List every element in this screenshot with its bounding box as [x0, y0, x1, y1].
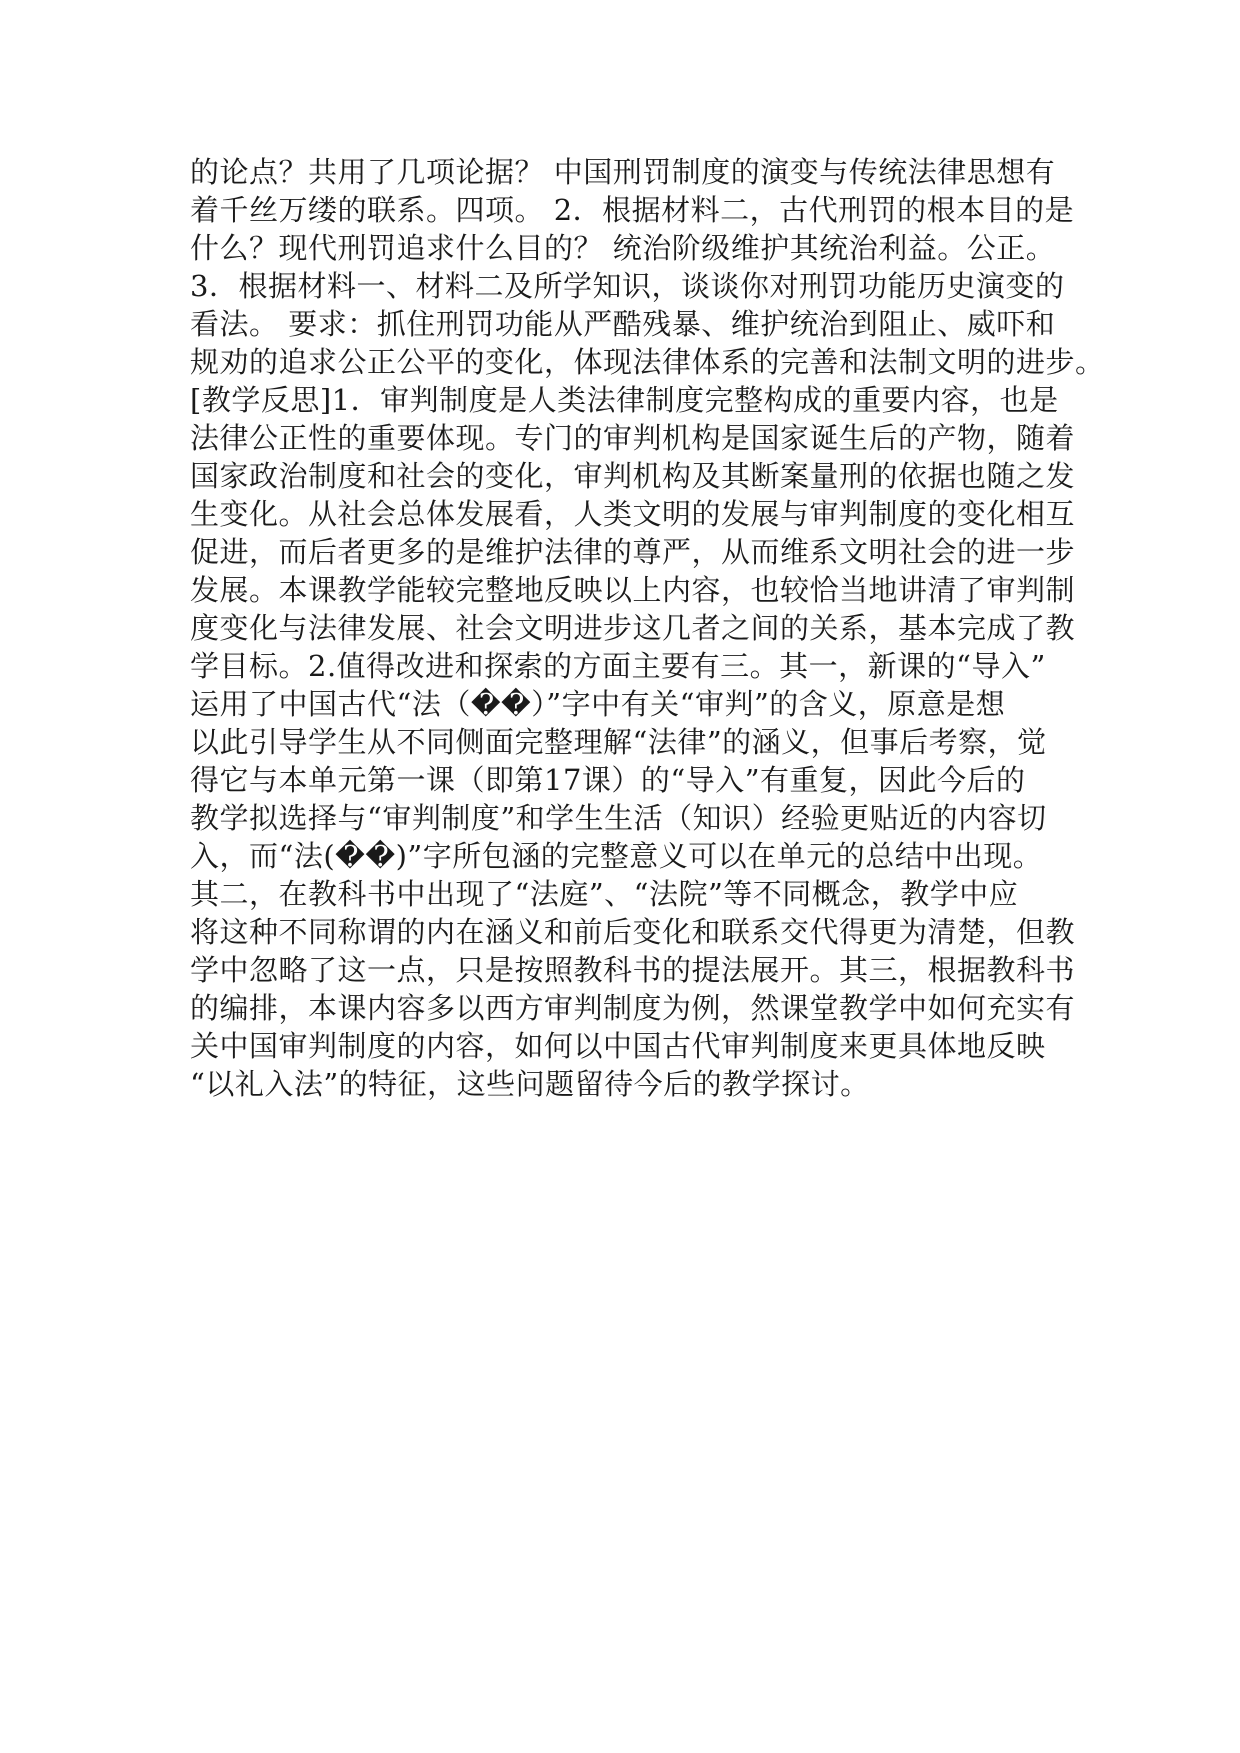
text-line: 促进，而后者更多的是维护法律的尊严，从而维系文明社会的进一步 [190, 535, 1076, 569]
text-line: 运用了中国古代“法（��）”字中有关“审判”的含义，原意是想 [190, 687, 1006, 721]
text-line: 发展。本课教学能较完整地反映以上内容，也较恰当地讲清了审判制 [190, 573, 1076, 607]
text-line: 关中国审判制度的内容，如何以中国古代审判制度来更具体地反映 [190, 1029, 1046, 1063]
text-line: 规劝的追求公正公平的变化，体现法律体系的完善和法制文明的进步。 [190, 345, 1105, 379]
text-line: 法律公正性的重要体现。专门的审判机构是国家诞生后的产物，随着 [190, 421, 1076, 455]
text-line: 得它与本单元第一课（即第17课）的“导入”有重复，因此今后的 [190, 763, 1026, 797]
text-line: 以此引导学生从不同侧面完整理解“法律”的涵义，但事后考察，觉 [190, 725, 1047, 759]
text-line: 的论点？共用了几项论据？ 中国刑罚制度的演变与传统法律思想有 [190, 155, 1056, 189]
text-line: 将这种不同称谓的内在涵义和前后变化和联系交代得更为清楚，但教 [190, 915, 1076, 949]
text-line: 着千丝万缕的联系。四项。 2．根据材料二，古代刑罚的根本目的是 [190, 193, 1075, 227]
text-line: 学中忽略了这一点，只是按照教科书的提法展开。其三，根据教科书 [190, 953, 1076, 987]
text-line: 看法。 要求：抓住刑罚功能从严酷残暴、维护统治到阻止、威吓和 [190, 307, 1056, 341]
text-line: “以礼入法”的特征，这些问题留待今后的教学探讨。 [190, 1067, 870, 1101]
document-body-text [190, 153, 1105, 1103]
text-line: 3．根据材料一、材料二及所学知识，谈谈你对刑罚功能历史演变的 [190, 269, 1065, 303]
text-line: 入，而“法(��)”字所包涵的完整意义可以在单元的总结中出现。 [190, 839, 1043, 873]
text-line: 教学拟选择与“审判制度”和学生生活（知识）经验更贴近的内容切 [190, 801, 1047, 835]
text-line: 度变化与法律发展、社会文明进步这几者之间的关系，基本完成了教 [190, 611, 1076, 645]
text-line: 国家政治制度和社会的变化，审判机构及其断案量刑的依据也随之发 [190, 459, 1076, 493]
text-line: 的编排，本课内容多以西方审判制度为例，然课堂教学中如何充实有 [190, 991, 1076, 1025]
text-line: [教学反思]1．审判制度是人类法律制度完整构成的重要内容，也是 [190, 383, 1059, 417]
text-line: 学目标。2.值得改进和探索的方面主要有三。其一，新课的“导入” [190, 649, 1046, 683]
text-line: 什么？现代刑罚追求什么目的？ 统治阶级维护其统治利益。公正。 [190, 231, 1056, 265]
text-line: 其二，在教科书中出现了“法庭”、“法院”等不同概念，教学中应 [190, 877, 1019, 911]
text-line: 生变化。从社会总体发展看，人类文明的发展与审判制度的变化相互 [190, 497, 1076, 531]
